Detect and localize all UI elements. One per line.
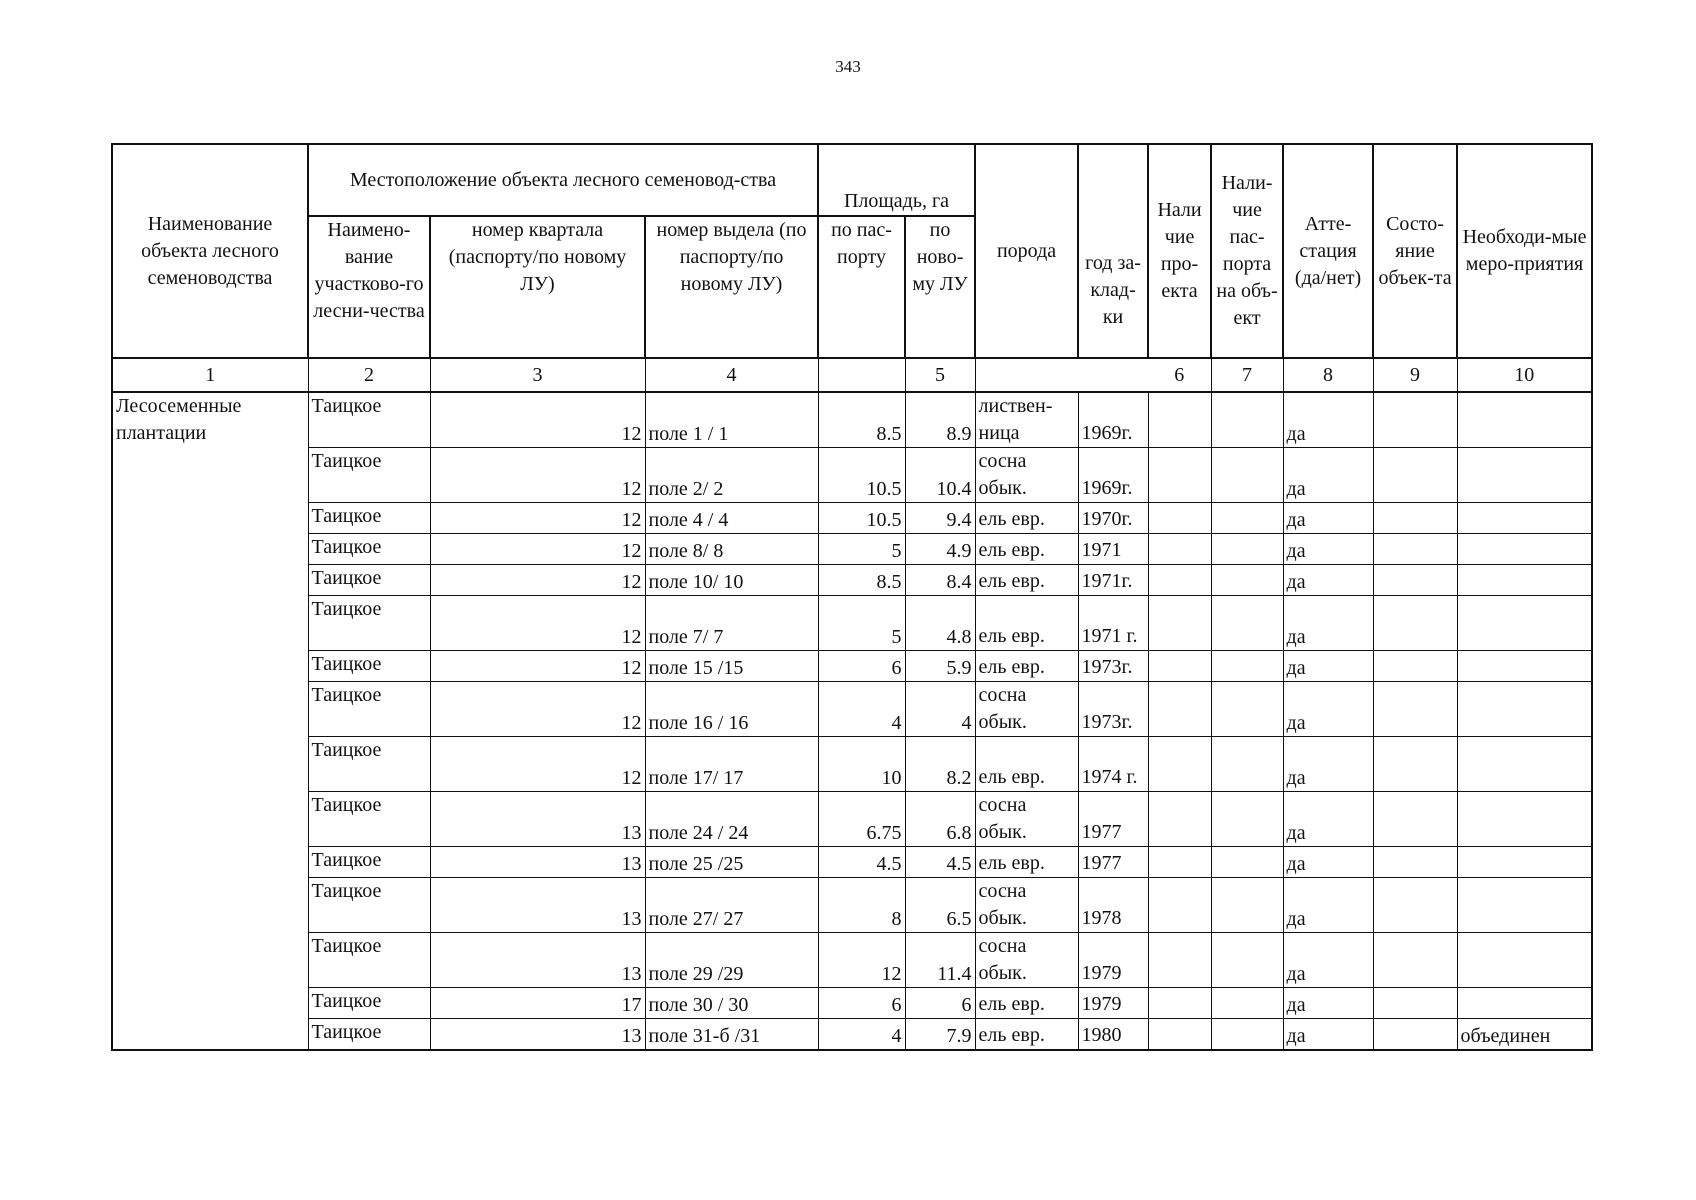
cell-kvartal: 12 xyxy=(430,596,645,651)
header-attestation: Атте-стация (да/нет) xyxy=(1283,144,1373,358)
header-object-name: Наименование объекта лесного семеноводства xyxy=(112,144,308,358)
cell-vydel: поле 29 /29 xyxy=(645,933,818,988)
cell-kvartal: 13 xyxy=(430,878,645,933)
table-row xyxy=(112,651,1592,682)
cell-poroda: ель евр. xyxy=(975,847,1078,878)
cell-area-passport: 10.5 xyxy=(818,448,905,503)
cell-area-new: 4.5 xyxy=(905,847,975,878)
cell-attestation: да xyxy=(1283,596,1373,651)
table-row xyxy=(112,596,1592,651)
cell-year: 1969г. xyxy=(1078,448,1148,503)
cell-area-passport: 8.5 xyxy=(818,565,905,596)
col-number: 10 xyxy=(1457,358,1592,392)
cell-year: 1973г. xyxy=(1078,651,1148,682)
cell-state xyxy=(1373,1019,1457,1051)
cell-state xyxy=(1373,792,1457,847)
cell-year: 1971 г. xyxy=(1078,596,1148,651)
cell-attestation: да xyxy=(1283,651,1373,682)
cell-project xyxy=(1148,792,1211,847)
cell-area-passport: 8.5 xyxy=(818,392,905,448)
table-row xyxy=(112,847,1592,878)
cell-kvartal: 12 xyxy=(430,651,645,682)
col-number: 7 xyxy=(1211,358,1283,392)
cell-lesnichestvo: Таицкое xyxy=(308,596,430,651)
cell-vydel: поле 16 / 16 xyxy=(645,682,818,737)
cell-year: 1969г. xyxy=(1078,392,1148,448)
cell-vydel: поле 17/ 17 xyxy=(645,737,818,792)
cell-kvartal: 13 xyxy=(430,933,645,988)
cell-area-passport: 10.5 xyxy=(818,503,905,534)
cell-measures xyxy=(1457,651,1592,682)
cell-vydel: поле 10/ 10 xyxy=(645,565,818,596)
cell-area-new: 4 xyxy=(905,682,975,737)
cell-vydel: поле 30 / 30 xyxy=(645,988,818,1019)
cell-passport xyxy=(1211,448,1283,503)
cell-year: 1979 xyxy=(1078,988,1148,1019)
cell-lesnichestvo: Таицкое xyxy=(308,878,430,933)
cell-vydel: поле 15 /15 xyxy=(645,651,818,682)
cell-state xyxy=(1373,737,1457,792)
cell-poroda: ель евр. xyxy=(975,503,1078,534)
cell-measures xyxy=(1457,565,1592,596)
cell-state xyxy=(1373,878,1457,933)
header-project: Нали чие про-екта xyxy=(1148,144,1211,358)
cell-measures xyxy=(1457,988,1592,1019)
cell-area-new: 5.9 xyxy=(905,651,975,682)
cell-state xyxy=(1373,596,1457,651)
table-row xyxy=(112,878,1592,933)
header-poroda: порода xyxy=(975,144,1078,358)
cell-vydel: поле 2/ 2 xyxy=(645,448,818,503)
cell-poroda: листвен-ница xyxy=(975,392,1078,448)
cell-passport xyxy=(1211,596,1283,651)
cell-year: 1970г. xyxy=(1078,503,1148,534)
cell-attestation: да xyxy=(1283,878,1373,933)
cell-vydel: поле 4 / 4 xyxy=(645,503,818,534)
cell-poroda: ель евр. xyxy=(975,651,1078,682)
cell-lesnichestvo: Таицкое xyxy=(308,737,430,792)
header-passport: Нали-чие пас-порта на объ-ект xyxy=(1211,144,1283,358)
header-area-group: Площадь, га xyxy=(818,144,975,216)
cell-attestation: да xyxy=(1283,988,1373,1019)
cell-project xyxy=(1148,847,1211,878)
cell-kvartal: 12 xyxy=(430,565,645,596)
table-row xyxy=(112,933,1592,988)
col-number: 6 xyxy=(1148,358,1211,392)
col-number xyxy=(975,358,1148,392)
cell-lesnichestvo: Таицкое xyxy=(308,792,430,847)
header-year: год за-клад-ки xyxy=(1078,144,1148,358)
cell-year: 1978 xyxy=(1078,878,1148,933)
cell-vydel: поле 25 /25 xyxy=(645,847,818,878)
cell-passport xyxy=(1211,651,1283,682)
cell-area-new: 6.5 xyxy=(905,878,975,933)
cell-poroda: сосна обык. xyxy=(975,792,1078,847)
cell-project xyxy=(1148,878,1211,933)
cell-poroda: ель евр. xyxy=(975,596,1078,651)
cell-passport xyxy=(1211,392,1283,448)
cell-attestation: да xyxy=(1283,933,1373,988)
cell-year: 1977 xyxy=(1078,792,1148,847)
cell-lesnichestvo: Таицкое xyxy=(308,933,430,988)
cell-area-passport: 4 xyxy=(818,1019,905,1051)
table-row xyxy=(112,988,1592,1019)
cell-measures xyxy=(1457,392,1592,448)
cell-lesnichestvo: Таицкое xyxy=(308,392,430,448)
cell-passport xyxy=(1211,565,1283,596)
cell-measures: объединен xyxy=(1457,1019,1592,1051)
header-vydel: номер выдела (по паспорту/по новому ЛУ) xyxy=(645,216,818,358)
cell-kvartal: 13 xyxy=(430,792,645,847)
cell-state xyxy=(1373,682,1457,737)
cell-state xyxy=(1373,534,1457,565)
cell-area-passport: 6.75 xyxy=(818,792,905,847)
cell-state xyxy=(1373,651,1457,682)
cell-year: 1971г. xyxy=(1078,565,1148,596)
cell-year: 1980 xyxy=(1078,1019,1148,1051)
col-number xyxy=(818,358,905,392)
cell-year: 1971 xyxy=(1078,534,1148,565)
col-number: 8 xyxy=(1283,358,1373,392)
cell-kvartal: 13 xyxy=(430,847,645,878)
cell-lesnichestvo: Таицкое xyxy=(308,448,430,503)
cell-state xyxy=(1373,392,1457,448)
cell-vydel: поле 8/ 8 xyxy=(645,534,818,565)
header-area-new: по ново-му ЛУ xyxy=(905,216,975,358)
table-body xyxy=(112,392,1592,1050)
cell-project xyxy=(1148,503,1211,534)
cell-lesnichestvo: Таицкое xyxy=(308,565,430,596)
cell-project xyxy=(1148,682,1211,737)
table-row xyxy=(112,534,1592,565)
cell-kvartal: 12 xyxy=(430,737,645,792)
col-number: 3 xyxy=(430,358,645,392)
cell-lesnichestvo: Таицкое xyxy=(308,847,430,878)
cell-area-passport: 6 xyxy=(818,988,905,1019)
table-row xyxy=(112,392,1592,448)
cell-measures xyxy=(1457,534,1592,565)
cell-project xyxy=(1148,988,1211,1019)
cell-area-passport: 4.5 xyxy=(818,847,905,878)
cell-kvartal: 12 xyxy=(430,682,645,737)
cell-attestation: да xyxy=(1283,682,1373,737)
cell-area-new: 4.8 xyxy=(905,596,975,651)
cell-passport xyxy=(1211,878,1283,933)
cell-vydel: поле 7/ 7 xyxy=(645,596,818,651)
cell-year: 1977 xyxy=(1078,847,1148,878)
table-row xyxy=(112,792,1592,847)
cell-project xyxy=(1148,565,1211,596)
header-area-passport: по пас-порту xyxy=(818,216,905,358)
cell-state xyxy=(1373,847,1457,878)
table-row xyxy=(112,682,1592,737)
table-row xyxy=(112,448,1592,503)
header-state: Состо-яние объек-та xyxy=(1373,144,1457,358)
header-lesnichestvo: Наимено-вание участково-го лесни-чества xyxy=(308,216,430,358)
cell-kvartal: 12 xyxy=(430,448,645,503)
cell-object-name: Лесосеменные плантации xyxy=(112,392,308,1050)
cell-kvartal: 13 xyxy=(430,1019,645,1051)
cell-vydel: поле 24 / 24 xyxy=(645,792,818,847)
cell-state xyxy=(1373,448,1457,503)
cell-measures xyxy=(1457,503,1592,534)
cell-vydel: поле 31-б /31 xyxy=(645,1019,818,1051)
cell-area-passport: 5 xyxy=(818,596,905,651)
cell-attestation: да xyxy=(1283,448,1373,503)
cell-area-new: 11.4 xyxy=(905,933,975,988)
cell-lesnichestvo: Таицкое xyxy=(308,651,430,682)
cell-attestation: да xyxy=(1283,565,1373,596)
cell-attestation: да xyxy=(1283,847,1373,878)
cell-measures xyxy=(1457,448,1592,503)
cell-area-new: 9.4 xyxy=(905,503,975,534)
cell-passport xyxy=(1211,503,1283,534)
col-number: 9 xyxy=(1373,358,1457,392)
cell-project xyxy=(1148,1019,1211,1051)
cell-area-new: 7.9 xyxy=(905,1019,975,1051)
cell-kvartal: 12 xyxy=(430,534,645,565)
cell-measures xyxy=(1457,878,1592,933)
cell-vydel: поле 27/ 27 xyxy=(645,878,818,933)
cell-project xyxy=(1148,534,1211,565)
cell-measures xyxy=(1457,737,1592,792)
cell-area-passport: 10 xyxy=(818,737,905,792)
cell-measures xyxy=(1457,792,1592,847)
cell-state xyxy=(1373,988,1457,1019)
cell-project xyxy=(1148,737,1211,792)
cell-poroda: сосна обык. xyxy=(975,933,1078,988)
table-row xyxy=(112,737,1592,792)
cell-area-passport: 8 xyxy=(818,878,905,933)
col-number: 4 xyxy=(645,358,818,392)
cell-project xyxy=(1148,392,1211,448)
cell-passport xyxy=(1211,1019,1283,1051)
cell-passport xyxy=(1211,792,1283,847)
cell-poroda: сосна обык. xyxy=(975,448,1078,503)
header-location-group: Местоположение объекта лесного семеновод-ства xyxy=(308,144,818,216)
cell-project xyxy=(1148,448,1211,503)
cell-area-new: 4.9 xyxy=(905,534,975,565)
cell-lesnichestvo: Таицкое xyxy=(308,682,430,737)
cell-area-new: 6.8 xyxy=(905,792,975,847)
cell-kvartal: 17 xyxy=(430,988,645,1019)
cell-area-passport: 5 xyxy=(818,534,905,565)
header-measures: Необходи-мые меро-приятия xyxy=(1457,144,1592,358)
cell-state xyxy=(1373,565,1457,596)
cell-attestation: да xyxy=(1283,392,1373,448)
cell-area-new: 8.4 xyxy=(905,565,975,596)
cell-passport xyxy=(1211,682,1283,737)
cell-area-passport: 4 xyxy=(818,682,905,737)
cell-passport xyxy=(1211,988,1283,1019)
cell-project xyxy=(1148,651,1211,682)
cell-year: 1979 xyxy=(1078,933,1148,988)
cell-lesnichestvo: Таицкое xyxy=(308,988,430,1019)
cell-lesnichestvo: Таицкое xyxy=(308,534,430,565)
col-number: 1 xyxy=(112,358,308,392)
cell-area-new: 6 xyxy=(905,988,975,1019)
col-number: 2 xyxy=(308,358,430,392)
cell-area-new: 10.4 xyxy=(905,448,975,503)
cell-poroda: ель евр. xyxy=(975,565,1078,596)
cell-passport xyxy=(1211,847,1283,878)
cell-poroda: ель евр. xyxy=(975,737,1078,792)
seed-objects-table xyxy=(111,143,1593,1051)
cell-lesnichestvo: Таицкое xyxy=(308,1019,430,1051)
table-row xyxy=(112,503,1592,534)
cell-project xyxy=(1148,596,1211,651)
cell-measures xyxy=(1457,596,1592,651)
page-number: 343 xyxy=(835,57,861,76)
cell-year: 1973г. xyxy=(1078,682,1148,737)
cell-poroda: ель евр. xyxy=(975,1019,1078,1051)
header-kvartal: номер квартала (паспорту/по новому ЛУ) xyxy=(430,216,645,358)
cell-passport xyxy=(1211,933,1283,988)
cell-measures xyxy=(1457,847,1592,878)
cell-attestation: да xyxy=(1283,534,1373,565)
cell-area-new: 8.9 xyxy=(905,392,975,448)
cell-poroda: ель евр. xyxy=(975,988,1078,1019)
cell-vydel: поле 1 / 1 xyxy=(645,392,818,448)
cell-attestation: да xyxy=(1283,737,1373,792)
cell-kvartal: 12 xyxy=(430,392,645,448)
cell-poroda: сосна обык. xyxy=(975,682,1078,737)
table-row xyxy=(112,1019,1592,1051)
cell-attestation: да xyxy=(1283,1019,1373,1051)
cell-poroda: ель евр. xyxy=(975,534,1078,565)
cell-area-passport: 12 xyxy=(818,933,905,988)
cell-state xyxy=(1373,933,1457,988)
cell-area-new: 8.2 xyxy=(905,737,975,792)
cell-measures xyxy=(1457,682,1592,737)
cell-state xyxy=(1373,503,1457,534)
col-number: 5 xyxy=(905,358,975,392)
cell-year: 1974 г. xyxy=(1078,737,1148,792)
cell-attestation: да xyxy=(1283,503,1373,534)
cell-lesnichestvo: Таицкое xyxy=(308,503,430,534)
cell-project xyxy=(1148,933,1211,988)
cell-attestation: да xyxy=(1283,792,1373,847)
cell-measures xyxy=(1457,933,1592,988)
cell-passport xyxy=(1211,534,1283,565)
cell-poroda: сосна обык. xyxy=(975,878,1078,933)
cell-kvartal: 12 xyxy=(430,503,645,534)
table-row xyxy=(112,565,1592,596)
cell-area-passport: 6 xyxy=(818,651,905,682)
cell-passport xyxy=(1211,737,1283,792)
